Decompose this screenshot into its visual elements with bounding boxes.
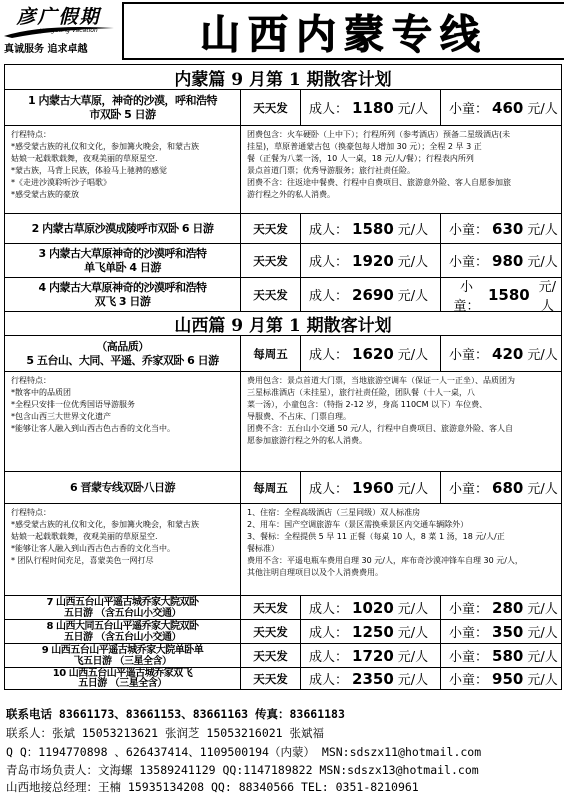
child-price: 小童： 950 元/人 (440, 668, 561, 689)
route-name: 8 山西大同五台山平遥乔家大院双卧 五日游 （含五台山小交通） (46, 620, 199, 643)
route-name: 2 内蒙古草原沙漠成陵呼市双卧 6 日游 (31, 221, 214, 235)
adult-price: 成人： 1250 元/人 (300, 620, 440, 643)
contact-phone-line: 联系电话 83661173、83661153、83661163 传真：83661183 (6, 707, 345, 721)
departure-frequency: 天天发 (240, 278, 300, 311)
adult-price: 成人： 1960 元/人 (300, 472, 440, 503)
adult-price: 成人： 1020 元/人 (300, 596, 440, 619)
route-name: 7 山西五台山平遥古城乔家大院双卧 五日游 （含五台山小交通） (46, 596, 199, 619)
table-row (5, 471, 561, 503)
route-name (5, 90, 240, 125)
logo-english: yanguang Vacation (40, 27, 98, 34)
itinerary-features: 行程特点： *散客中的品质团 *全程只安排一位优秀国语导游服务 *包含山西三大世界文化遗产 *能够让客人融入到山西古色古香的文化当中。 (11, 376, 175, 433)
child-price: 小童： 680 元/人 (440, 472, 561, 503)
itinerary-features: 行程特点： *感受蒙古族的礼仪和文化，参加篝火晚会，和蒙古族 姑娘一起载歌载舞，夜观美丽的草原星空. *蒙古族，马背上民族，体验马上驰骋的感觉 *《走进沙漠聆听沙子唱歌》 *感受蒙古族的豪放 (11, 130, 199, 199)
table-row (5, 667, 561, 689)
adult-price: 成人： 2350 元/人 (300, 668, 440, 689)
route-details (5, 503, 561, 595)
departure-frequency: 每周五 (240, 472, 300, 503)
child-price: 小童： 1580 元/人 (440, 278, 561, 311)
banner-title: 山西内蒙专线 (122, 2, 564, 60)
table-row (5, 335, 561, 371)
contact-qq-line: Q Q：1194770898 、626437414、1109500194（内蒙） MSN:sdszx11@hotmail.com (6, 745, 482, 759)
route-name-line: 1 内蒙古大草原，神奇的沙漠，呼和浩特 (28, 93, 217, 107)
contact-persons-line: 联系人：张斌 15053213621 张润芝 15053216021 张斌福 (6, 726, 325, 740)
adult-price: 成人： 2690 元/人 (300, 278, 440, 311)
child-price: 小童： 460 元/人 (440, 90, 561, 125)
child-price: 小童： 420 元/人 (440, 336, 561, 371)
table-row (5, 89, 561, 125)
adult-price: 成人： 1720 元/人 (300, 644, 440, 667)
tour-schedule-table (4, 64, 562, 690)
fee-details: 费用包含：景点首道大门票，当地旅游空调车（保证一人一正坐）、品质团为 三星标准酒店（未挂星），旅行社责任险，团队餐（十人一桌，八 菜一汤），小童包含：（特指 2-12 岁，身高 110CM 以下）车位费、 导服费、不占床、门票自理。 团费不含：五台山小交通 50 元/人，行程中自费项目、旅游意外险、客人自 愿参加旅游行程之外的私人消费。 (240, 372, 561, 471)
route-name: 6 晋蒙专线双卧八日游 (70, 480, 175, 494)
child-price: 小童： 280 元/人 (440, 596, 561, 619)
route-name: 9 山西五台山平遥古城乔家大院单卧单 飞五日游 （三星全含） (41, 644, 204, 667)
fee-details: 团费包含：火车硬卧（上中下）；行程所列（参考酒店）预备二星级酒店(未 挂星)，草原普通蒙古包（换豪包每人增加 30 元）；全程 2 早 3 正 餐（正餐为八菜一汤，10 人一桌，18 元/人/餐）；行程表内所列 景点首道门票；优秀导游服务；旅行社责任险。 团费不含：往返途中餐费、行程中自费项目、旅游意外险、客人自愿参加旅 游行程之外的私人消费。 (240, 126, 561, 213)
child-price: 小童： 350 元/人 (440, 620, 561, 643)
section-header (5, 311, 561, 335)
route-name: 4 内蒙古大草原神奇的沙漠呼和浩特 双飞 3 日游 (38, 280, 207, 308)
shanxi-manager-line: 山西地接总经理：王楠 15935134208 QQ: 88340566 TEL: 0351-8210961 (6, 780, 419, 794)
company-logo (0, 0, 120, 58)
table-row (5, 595, 561, 619)
table-row (5, 643, 561, 667)
adult-price: 成人： 1620 元/人 (300, 336, 440, 371)
adult-price: 成人： 1920 元/人 (300, 244, 440, 277)
table-row (5, 213, 561, 243)
departure-frequency: 天天发 (240, 214, 300, 243)
departure-frequency: 天天发 (240, 90, 300, 125)
table-row (5, 243, 561, 277)
route-name: 3 内蒙古大草原神奇的沙漠呼和浩特 单飞单卧 4 日游 (38, 246, 207, 274)
departure-frequency: 天天发 (240, 244, 300, 277)
section-title: 山西篇 9 月第 1 期散客计划 (174, 316, 392, 336)
qingdao-manager-line: 青岛市场负责人：文海螺 13589241129 QQ:1147189822 MSN:sdszx13@hotmail.com (6, 763, 479, 777)
route-name: （高品质） 5 五台山、大同、平遥、乔家双卧 6 日游 (26, 339, 219, 367)
itinerary-features: 行程特点： *感受蒙古族的礼仪和文化，参加篝火晚会，和蒙古族 姑娘一起载歌载舞，夜观美丽的草原星空. *能够让客人融入到山西古色古香的文化当中。 * 团队行程时间充足，喜蒙美色一网打尽 (11, 508, 199, 565)
logo-text: 彦广假期 (16, 6, 101, 28)
section-title: 内蒙篇 9 月第 1 期散客计划 (174, 69, 392, 90)
departure-frequency: 天天发 (240, 668, 300, 689)
route-name: 10 山西五台山平遥古城乔家双飞 五日游 （三星全含） (52, 667, 193, 689)
table-row (5, 277, 561, 314)
child-price: 小童： 580 元/人 (440, 644, 561, 667)
adult-price: 成人： 1580 元/人 (300, 214, 440, 243)
departure-frequency: 天天发 (240, 620, 300, 643)
child-price: 小童： 980 元/人 (440, 244, 561, 277)
section-header (5, 65, 561, 89)
route-details (5, 371, 561, 471)
child-price: 小童： 630 元/人 (440, 214, 561, 243)
departure-frequency: 天天发 (240, 644, 300, 667)
table-row (5, 619, 561, 643)
route-details (5, 125, 561, 213)
fee-details: 1、住宿：全程高级酒店（三星同级）双人标准房 2、用车：国产空调旅游车（景区需换乘景区内交通车辆除外） 3、餐标：全程提供 5 早 11 正餐（每桌 10 人，8 菜 1 汤，18 元/人/正 餐标准） 费用不含：平遥电瓶车费用自理 30 元/人，库布奇沙漠冲锋车自理 30 元/人， 其他注明自理项目以及个人消费费用。 (240, 504, 561, 595)
logo-slogan: 真诚服务 追求卓越 (4, 44, 88, 55)
departure-frequency: 每周五 (240, 336, 300, 371)
adult-price: 成人： 1180 元/人 (300, 90, 440, 125)
departure-frequency: 天天发 (240, 596, 300, 619)
route-name-line: 市双卧 5 日游 (89, 107, 156, 121)
